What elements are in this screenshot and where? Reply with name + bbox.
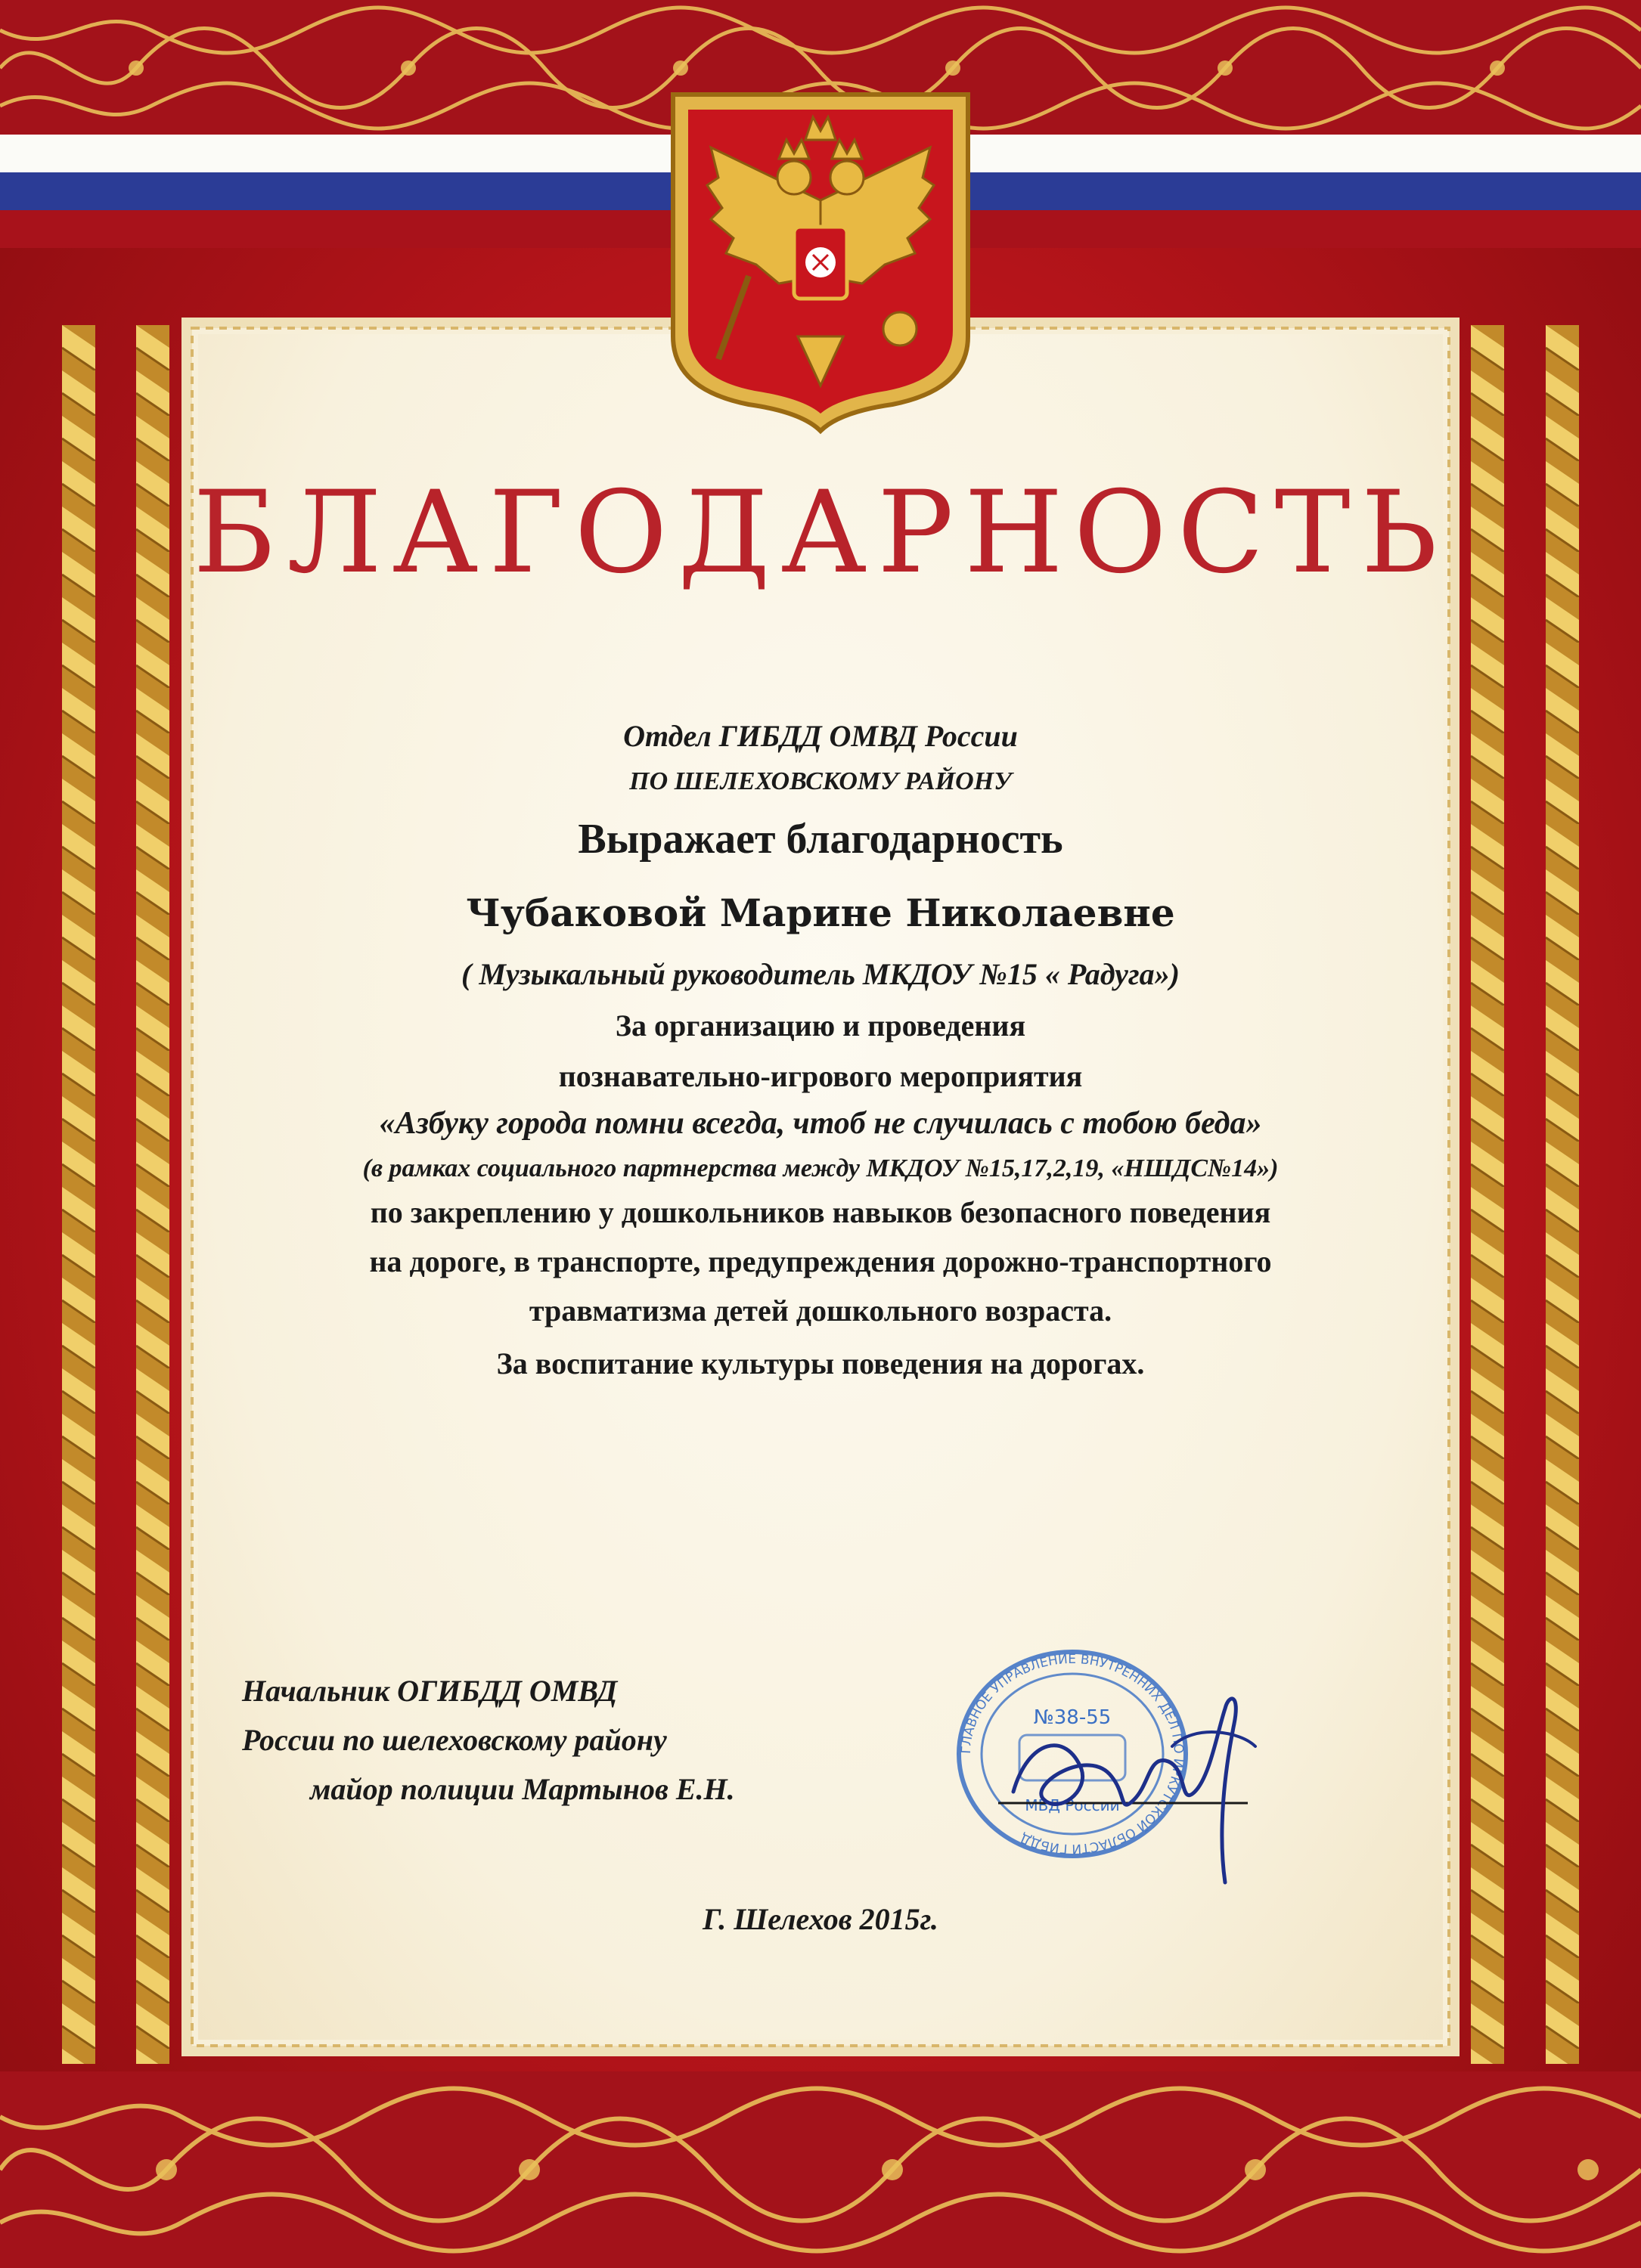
stamp-bottom-text: МВД России <box>1025 1796 1120 1814</box>
rope-ornament-right-inner <box>1471 325 1504 2064</box>
signatory-line-3: майор полиции Мартынов Е.Н. <box>310 1772 735 1806</box>
signatory-line-2: России по шелеховскому району <box>242 1723 667 1757</box>
partnership-note: (в рамках социального партнерства между МКДОУ №15,17,2,19, «НШДС№14») <box>362 1154 1279 1182</box>
handwritten-signature <box>998 1663 1301 1890</box>
event-title: «Азбуку города помни всегда, чтоб не случилась с тобою беда» <box>379 1106 1262 1141</box>
bottom-ornament-band <box>0 2071 1641 2268</box>
issuer-line-1: Отдел ГИБДД ОМВД России <box>623 719 1018 753</box>
stamp-ring-text: ГЛАВНОЕ УПРАВЛЕНИЕ ВНУТРЕННИХ ДЕЛ ПО ИРКУТСКОЙ ОБЛАСТИ ГИБДД <box>958 1651 1187 1857</box>
expresses-gratitude: Выражает благодарность <box>578 816 1063 863</box>
rope-ornament-right-outer <box>1546 325 1579 2064</box>
body-line: За воспитание культуры поведения на дорогах. <box>496 1346 1145 1380</box>
stamp-number: №38-55 <box>1033 1706 1112 1729</box>
issuer-line-2: ПО ШЕЛЕХОВСКОМУ РАЙОНУ <box>629 767 1012 795</box>
recipient-name: Чубаковой Марине Николаевне <box>466 891 1175 935</box>
rope-ornament-left-inner <box>136 325 169 2064</box>
rope-ornament-left-outer <box>62 325 95 2064</box>
certificate-title: БЛАГОДАРНОСТЬ <box>193 467 1448 599</box>
body-line: познавательно-игрового мероприятия <box>558 1059 1083 1093</box>
signatory-line-1: Начальник ОГИБДД ОМВД <box>242 1674 618 1708</box>
body-line: на дороге, в транспорте, предупреждения дорожно-транспортного <box>369 1244 1272 1278</box>
body-line: За организацию и проведения <box>615 1009 1026 1043</box>
place-and-date: Г. Шелехов 2015г. <box>703 1902 938 1936</box>
recipient-position: ( Музыкальный руководитель МКДОУ №15 « Радуга») <box>461 957 1180 991</box>
body-line: травматизма детей дошкольного возраста. <box>529 1294 1112 1328</box>
body-line: по закреплению у дошкольников навыков безопасного поведения <box>370 1195 1271 1229</box>
coat-of-arms-icon <box>665 87 976 435</box>
